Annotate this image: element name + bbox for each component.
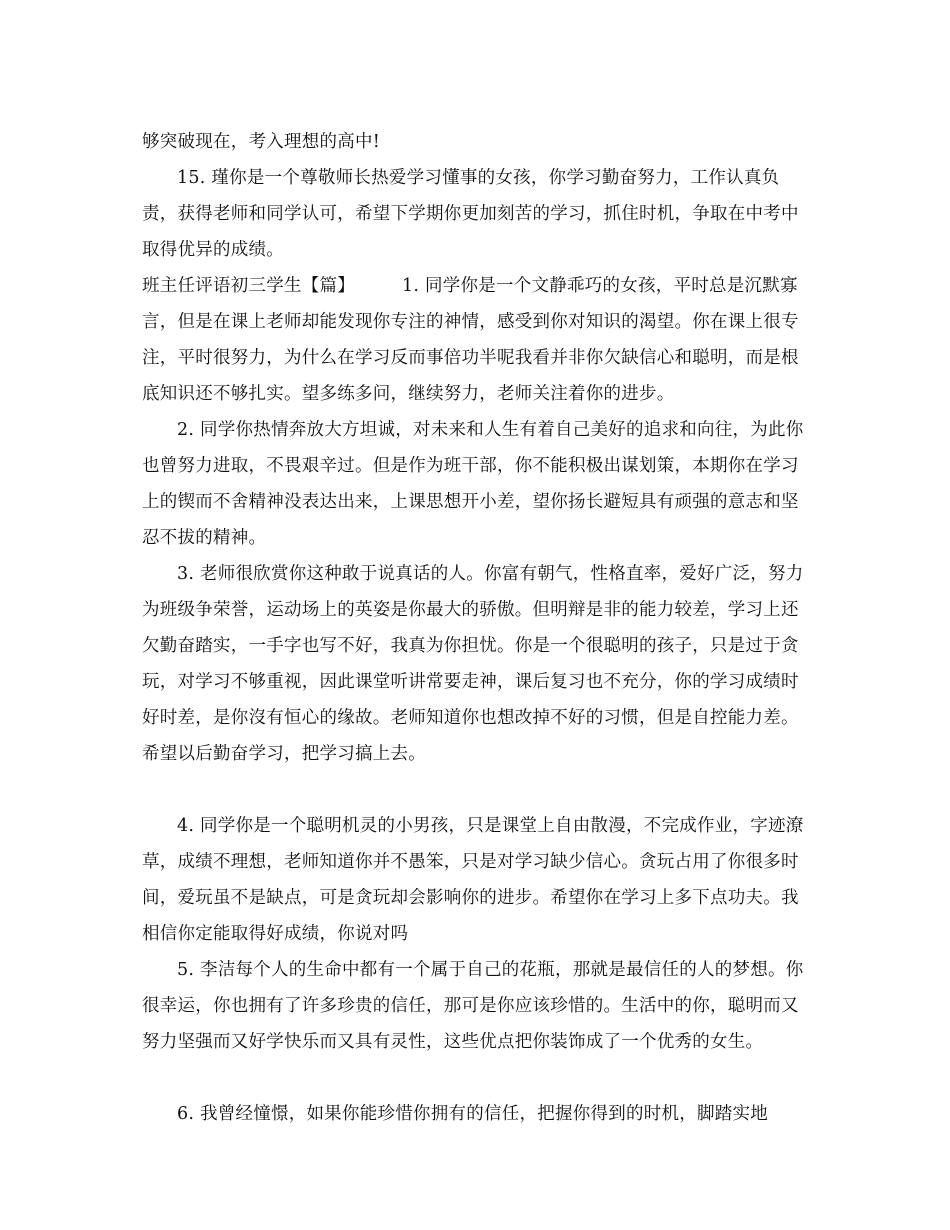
continuation-paragraph: 够突破现在，考入理想的高中!	[142, 132, 381, 152]
section-heading: 班主任评语初三学生【篇】	[142, 276, 355, 296]
comment-15-paragraph: 15. 瑾你是一个尊敬师长热爱学习懂事的女孩，你学习勤奋努力，工作认真负责，获得老师和同学认可，希望下学期你更加刻苦的学习，抓住时机，争取在中考中取得优异的成绩。	[142, 168, 799, 260]
comment-1-paragraph: 1. 同学你是一个文静乖巧的女孩，平时总是沉默寡言，但是在课上老师却能发现你专注的神情，感受到你对知识的渴望。你在课上很专注，平时很努力，为什么在学习反而事倍功半呢我看并非你欠缺信心和聪明，而是根底知识还不够扎实。望多练多问，继续努力，老师关注着你的进步。	[142, 276, 799, 404]
comment-5-paragraph: 5. 李洁每个人的生命中都有一个属于自己的花瓶，那就是最信任的人的梦想。你很幸运，你也拥有了许多珍贵的信任，那可是你应该珍惜的。生活中的你，聪明而又努力坚强而又好学快乐而又具有灵性，这些优点把你装饰成了一个优秀的女生。	[142, 960, 804, 1052]
comment-2-paragraph: 2. 同学你热情奔放大方坦诚，对未来和人生有着自己美好的追求和向往，为此你也曾努力进取，不畏艰辛过。但是作为班干部，你不能积极出谋划策，本期你在学习上的锲而不舍精神没表达出来，上课思想开小差，望你扬长避短具有顽强的意志和坚忍不拔的精神。	[142, 420, 804, 548]
comment-3-paragraph: 3. 老师很欣赏你这种敢于说真话的人。你富有朝气，性格直率，爱好广泛，努力为班级争荣誉，运动场上的英姿是你最大的骄傲。但明辩是非的能力较差，学习上还欠勤奋踏实，一手字也写不好，我真为你担忧。你是一个很聪明的孩子，只是过于贪玩，对学习不够重视，因此课堂听讲常要走神，课后复习也不充分，你的学习成绩时好时差，是你沒有恒心的缘故。老师知道你也想改掉不好的习惯，但是自控能力差。希望以后勤奋学习，把学习搞上去。	[142, 564, 804, 764]
comment-6-paragraph: 6. 我曾经憧憬，如果你能珍惜你拥有的信任，把握你得到的时机，脚踏实地	[177, 1104, 769, 1124]
comment-4-paragraph: 4. 同学你是一个聪明机灵的小男孩，只是课堂上自由散漫，不完成作业，字迹潦草，成绩不理想，老师知道你并不愚笨，只是对学习缺少信心。贪玩占用了你很多时间，爱玩虽不是缺点，可是贪玩却会影响你的进步。希望你在学习上多下点功夫。我相信你定能取得好成绩，你说对吗	[142, 816, 804, 944]
